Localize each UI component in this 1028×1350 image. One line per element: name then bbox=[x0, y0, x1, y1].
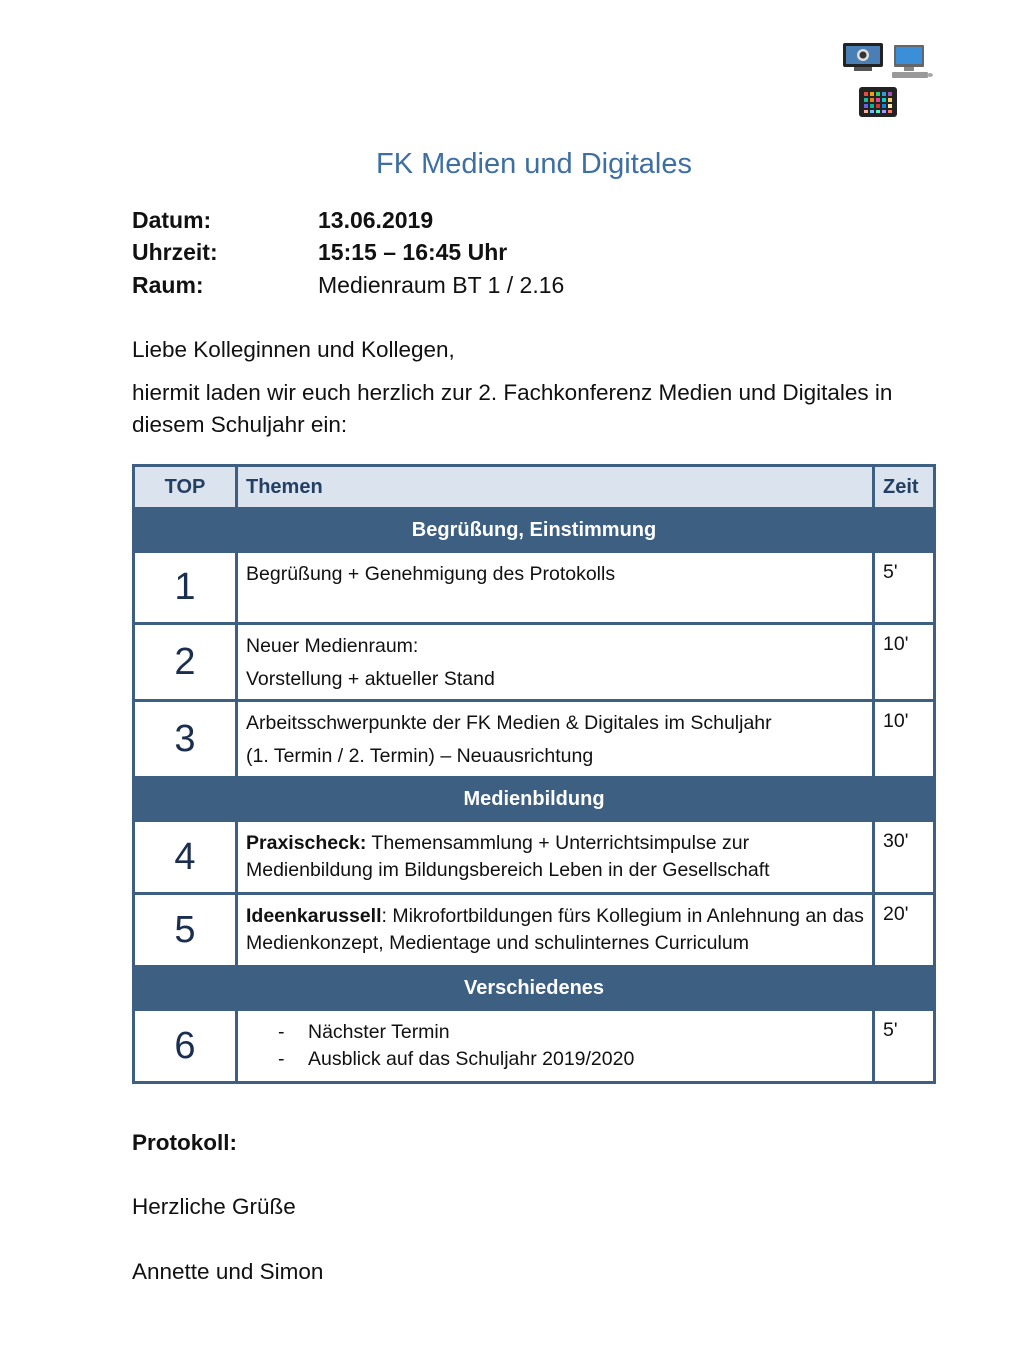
room-label: Raum: bbox=[132, 271, 204, 298]
section-row bbox=[135, 510, 933, 550]
topic-cell bbox=[238, 895, 872, 965]
meta-row-time bbox=[132, 237, 564, 270]
top-number: 1 bbox=[135, 553, 235, 622]
time-cell: 5' bbox=[875, 1011, 933, 1081]
list-item: - Ausblick auf das Schuljahr 2019/2020 bbox=[278, 1046, 864, 1073]
topic-list bbox=[246, 1019, 864, 1073]
time-cell: 30' bbox=[875, 822, 933, 892]
topic-line: Vorstellung + aktueller Stand bbox=[246, 668, 495, 690]
topic-cell bbox=[238, 1011, 872, 1081]
date-value: 13.06.2019 bbox=[318, 206, 434, 233]
time-cell: 20' bbox=[875, 895, 933, 965]
topic-cell bbox=[238, 625, 872, 699]
greeting: Liebe Kolleginnen und Kollegen, bbox=[132, 337, 455, 362]
table-row bbox=[135, 625, 933, 699]
signature: Annette und Simon bbox=[132, 1259, 324, 1284]
section-title: Begrüßung, Einstimmung bbox=[135, 510, 933, 550]
topic-line: Neuer Medienraum: bbox=[246, 635, 419, 657]
computer-icon bbox=[890, 44, 934, 80]
top-number: 2 bbox=[135, 625, 235, 699]
header-icons bbox=[842, 42, 936, 120]
closing: Herzliche Grüße bbox=[132, 1194, 296, 1219]
topic-line: (1. Termin / 2. Termin) – Neuausrichtung bbox=[246, 745, 594, 767]
protokoll-heading: Protokoll: bbox=[132, 1130, 237, 1155]
section-row bbox=[135, 968, 933, 1008]
topic-bold: Ideenkarussell bbox=[246, 905, 382, 927]
tablet-grid-icon bbox=[858, 86, 898, 118]
topic-line: Arbeitsschwerpunkte der FK Medien & Digitales im Schuljahr bbox=[246, 712, 772, 734]
topic-cell bbox=[238, 553, 872, 622]
table-row bbox=[135, 702, 933, 776]
topic-bold: Praxischeck: bbox=[246, 832, 367, 854]
meta-row-room bbox=[132, 269, 564, 302]
header-zeit: Zeit bbox=[875, 467, 933, 507]
agenda-table bbox=[132, 464, 936, 1084]
meeting-info bbox=[132, 204, 564, 302]
intro-text: hiermit laden wir euch herzlich zur 2. Fachkonferenz Medien und Digitales in diesem Schuljahr ein: bbox=[132, 380, 893, 437]
time-cell: 10' bbox=[875, 702, 933, 776]
top-number: 6 bbox=[135, 1011, 235, 1081]
table-row bbox=[135, 895, 933, 965]
tv-camera-icon bbox=[842, 42, 884, 72]
table-header-row bbox=[135, 467, 933, 507]
top-number: 4 bbox=[135, 822, 235, 892]
section-title: Medienbildung bbox=[135, 779, 933, 819]
topic-cell bbox=[238, 822, 872, 892]
table-row bbox=[135, 1011, 933, 1081]
top-number: 5 bbox=[135, 895, 235, 965]
header-top: TOP bbox=[135, 467, 235, 507]
topic-line: Begrüßung + Genehmigung des Protokolls bbox=[246, 563, 616, 585]
section-title: Verschiedenes bbox=[135, 968, 933, 1008]
time-cell: 5' bbox=[875, 553, 933, 622]
date-label: Datum: bbox=[132, 206, 212, 233]
table-row bbox=[135, 822, 933, 892]
table-row bbox=[135, 553, 933, 622]
time-cell: 10' bbox=[875, 625, 933, 699]
header-themen: Themen bbox=[238, 467, 872, 507]
document-title: FK Medien und Digitales bbox=[376, 148, 692, 180]
list-item: - Nächster Termin bbox=[278, 1019, 864, 1046]
top-number: 3 bbox=[135, 702, 235, 776]
topic-text: Themensammlung + Unterrichtsimpulse zur Medienbildung im Bildungsbereich Leben in der Gesellschaft bbox=[246, 832, 770, 881]
section-row bbox=[135, 779, 933, 819]
meta-row-date bbox=[132, 204, 564, 237]
time-value: 15:15 – 16:45 Uhr bbox=[318, 239, 508, 266]
topic-text: : Mikrofortbildungen fürs Kollegium in Anlehnung an das Medienkonzept, Medientage und schulinternes Curriculum bbox=[246, 905, 864, 954]
topic-cell bbox=[238, 702, 872, 776]
room-value: Medienraum BT 1 / 2.16 bbox=[318, 271, 565, 298]
time-label: Uhrzeit: bbox=[132, 239, 218, 266]
